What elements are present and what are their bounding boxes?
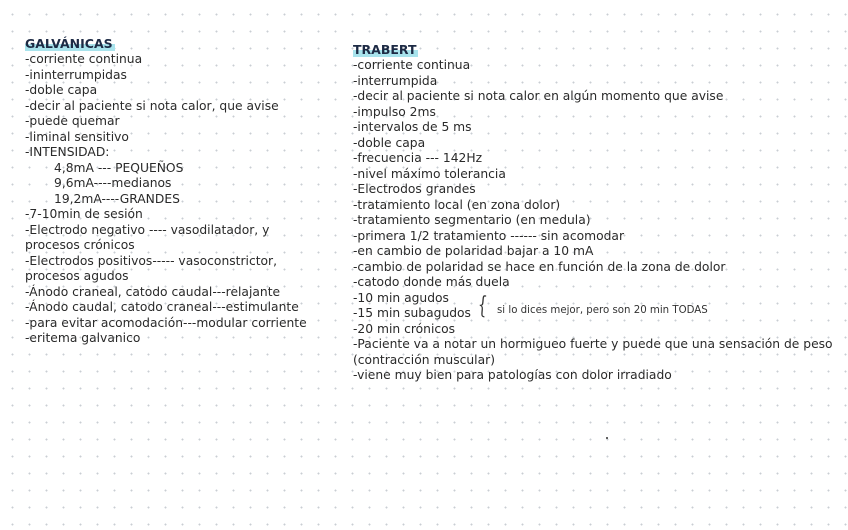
trabert-line: -tratamiento segmentario (en medula) bbox=[353, 213, 591, 227]
trabert-line: -frecuencia --- 142Hz bbox=[353, 151, 483, 165]
galvanicas-lines bbox=[25, 52, 325, 347]
trabert-line: -viene muy bien para patologías con dolor irradiado bbox=[353, 368, 672, 382]
trabert-line: -nivel máximo tolerancia bbox=[353, 166, 506, 181]
trabert-line: -cambio de polaridad se hace en función de la zona de dolor bbox=[353, 259, 726, 274]
galvanicas-line: -corriente continua bbox=[25, 52, 143, 66]
galvanicas-notes bbox=[25, 33, 325, 347]
curly-brace-icon: { bbox=[476, 290, 489, 320]
galvanicas-line: -Ánodo craneal, catodo caudal---relajante bbox=[25, 284, 281, 299]
galvanicas-heading: GALVÁNICAS bbox=[25, 36, 113, 51]
galvanicas-line: -doble capa bbox=[25, 83, 98, 97]
trabert-line: -impulso 2ms bbox=[353, 104, 436, 119]
trabert-line: -15 min subagudos bbox=[353, 306, 471, 320]
trabert-notes bbox=[353, 39, 833, 384]
galvanicas-line: -para evitar acomodación---modular corriente bbox=[25, 315, 307, 330]
trabert-heading: TRABERT bbox=[353, 42, 417, 57]
galvanicas-line: -INTENSIDAD: bbox=[25, 145, 110, 159]
trabert-line: -10 min agudos bbox=[353, 290, 449, 305]
trabert-line: -doble capa bbox=[353, 135, 426, 150]
galvanicas-line: -Electrodo negativo ---- vasodilatador, y procesos crónicos bbox=[25, 222, 270, 252]
galvanicas-line: -Electrodos positivos----- vasoconstrictor, procesos agudos bbox=[25, 253, 278, 283]
duration-side-note: si lo dices mejor, pero son 20 min TODAS bbox=[497, 305, 708, 316]
trabert-line: -intervalos de 5 ms bbox=[353, 120, 472, 134]
trabert-line: -interrumpida bbox=[353, 73, 438, 88]
galvanicas-line: -eritema galvanico bbox=[25, 331, 141, 345]
ink-dot bbox=[606, 437, 608, 439]
trabert-line: -catodo donde más duela bbox=[353, 275, 510, 289]
galvanicas-line: 19,2mA----GRANDES bbox=[54, 191, 180, 206]
galvanicas-line: 9,6mA----medianos bbox=[54, 176, 172, 190]
trabert-line: -corriente continua bbox=[353, 58, 471, 72]
galvanicas-line: -liminal sensitivo bbox=[25, 129, 129, 144]
trabert-line: -tratamiento local (en zona dolor) bbox=[353, 197, 561, 212]
galvanicas-line: -puede quemar bbox=[25, 114, 120, 128]
trabert-line: -Electrodos grandes bbox=[353, 182, 476, 196]
galvanicas-line: 4,8mA --- PEQUEÑOS bbox=[54, 160, 184, 175]
galvanicas-line: -decir al paciente si nota calor, que avise bbox=[25, 98, 279, 113]
trabert-lines bbox=[353, 58, 833, 384]
trabert-line: -decir al paciente si nota calor en algún momento que avise bbox=[353, 89, 724, 103]
trabert-line: -Paciente va a notar un hormigueo fuerte y puede que una sensación de peso (contracción muscular) bbox=[353, 337, 833, 367]
galvanicas-line: -7-10min de sesión bbox=[25, 207, 143, 221]
trabert-line: -20 min crónicos bbox=[353, 321, 456, 336]
trabert-line: -primera 1/2 tratamiento ------ sin acomodar bbox=[353, 228, 625, 243]
galvanicas-line: -Ánodo caudal, catodo craneal---estimulante bbox=[25, 300, 299, 314]
trabert-line: -en cambio de polaridad bajar a 10 mA bbox=[353, 244, 594, 258]
galvanicas-line: -ininterrumpidas bbox=[25, 67, 127, 82]
